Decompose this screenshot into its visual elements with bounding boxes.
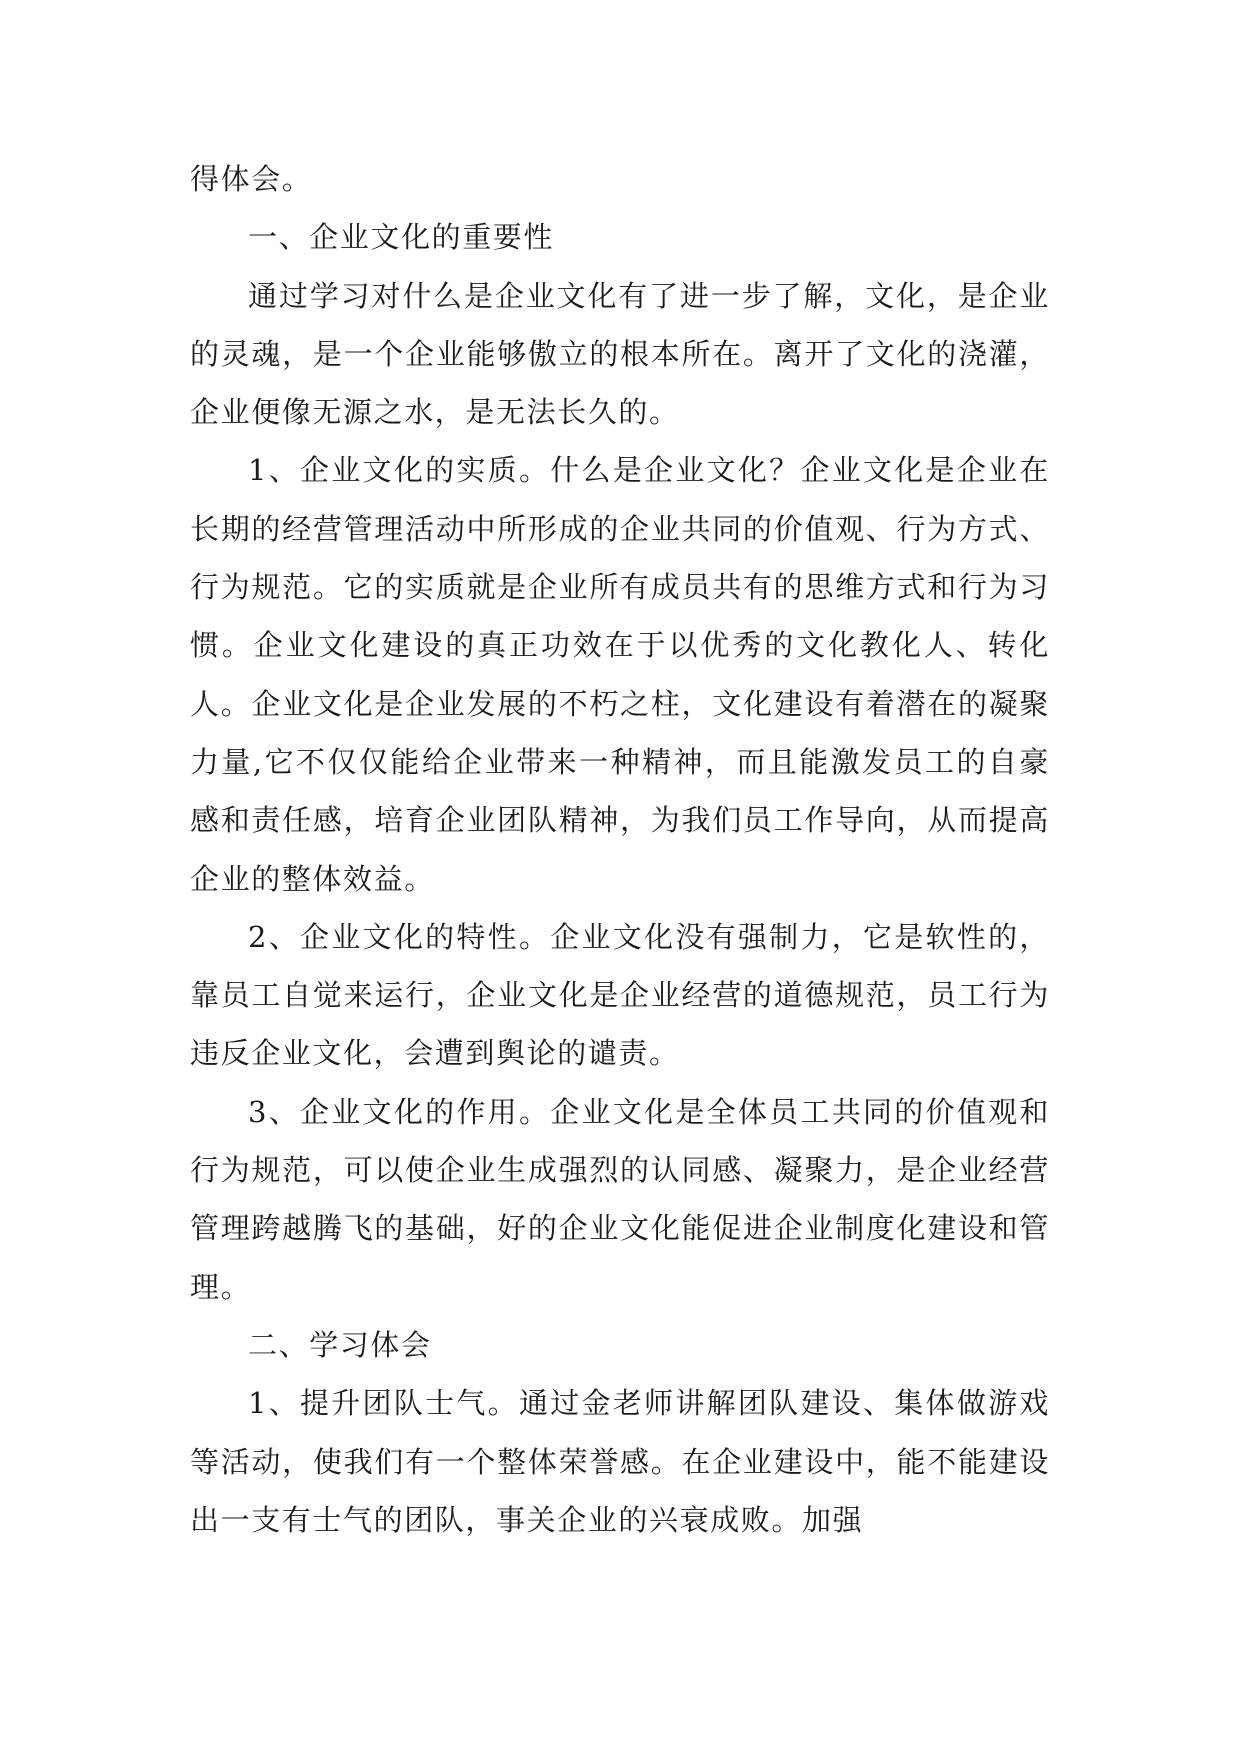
section-heading-importance: 一、企业文化的重要性 xyxy=(248,220,555,255)
section-heading-learning: 二、学习体会 xyxy=(248,1327,432,1362)
paragraph-continuation: 得体会。 xyxy=(190,162,313,196)
paragraph-characteristics: 2、企业文化的特性。企业文化没有强制力，它是软性的，靠员工自觉来运行，企业文化是企业经营的道德规范，员工行为违反企业文化，会遭到舆论的谴责。 xyxy=(190,919,1050,1071)
paragraph-team-morale: 1、提升团队士气。通过金老师讲解团队建设、集体做游戏等活动，使我们有一个整体荣誉感。在企业建设中，能不能建设出一支有士气的团队，事关企业的兴衰成败。加强 xyxy=(190,1386,1050,1537)
paragraph-function: 3、企业文化的作用。企业文化是全体员工共同的价值观和行为规范，可以使企业生成强烈的认同感、凝聚力，是企业经营管理跨越腾飞的基础，好的企业文化能促进企业制度化建设和管理。 xyxy=(190,1094,1050,1304)
paragraph-essence: 1、企业文化的实质。什么是企业文化？企业文化是企业在长期的经营管理活动中所形成的企业共同的价值观、行为方式、行为规范。它的实质就是企业所有成员共有的思维方式和行为习惯。企业文化建设的真正功效在于以优秀的文化教化人、转化人。企业文化是企业发展的不朽之柱，文化建设有着潜在的凝聚力量,它不仅仅能给企业带来一种精神，而且能激发员工的自豪感和责任感，培育企业团队精神，为我们员工作导向，从而提高企业的整体效益。 xyxy=(190,453,1050,896)
paragraph-intro: 通过学习对什么是企业文化有了进一步了解，文化，是企业的灵魂，是一个企业能够傲立的根本所在。离开了文化的浇灌，企业便像无源之水，是无法长久的。 xyxy=(190,278,1050,430)
document-page xyxy=(190,150,1050,1549)
